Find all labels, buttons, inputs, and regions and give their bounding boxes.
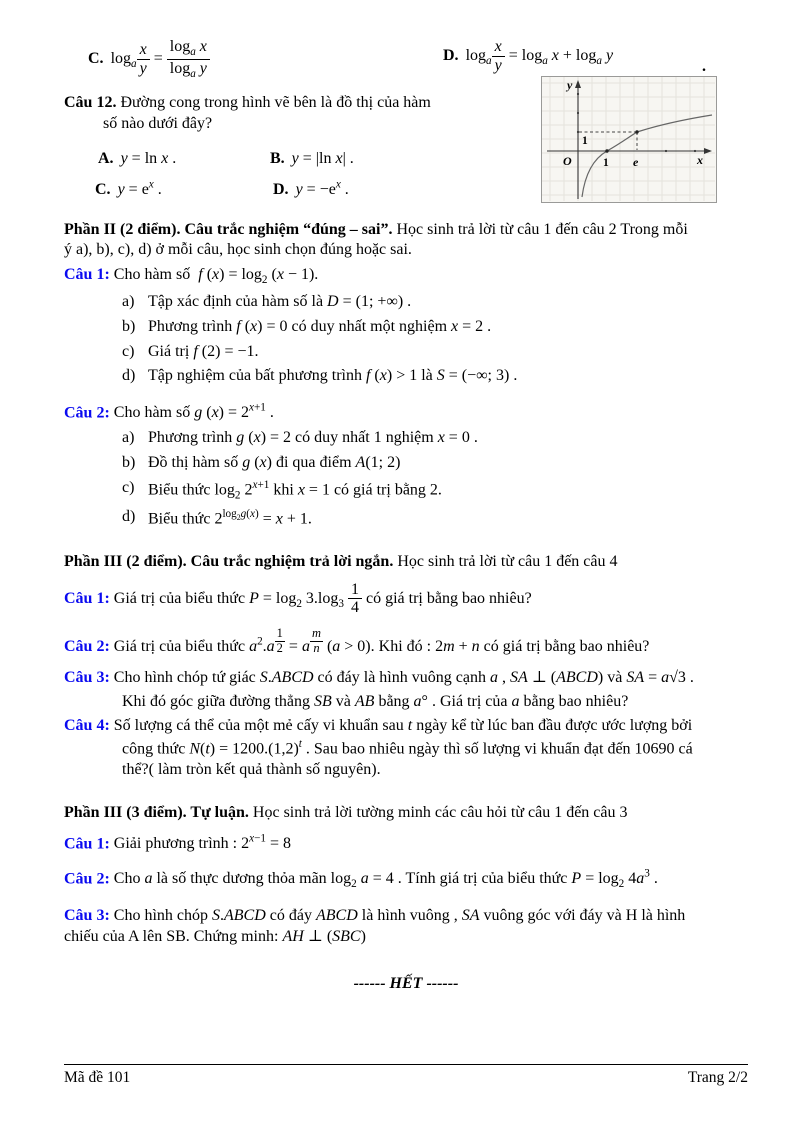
ln-curve (582, 115, 712, 197)
part2-q2-item-d (122, 507, 748, 530)
part2-q1-intro: Cho hàm số f $(x) = \log_2 (x - 1)$. (113, 266, 319, 287)
part3-essay-q3 (64, 906, 748, 948)
part3-essay-q3-text2: chiếu của A lên SB. Chứng minh: AH ⊥ (SBC) (64, 927, 366, 945)
prev-option-d (443, 38, 613, 74)
point-e-1 (635, 130, 638, 133)
question-12-number: Câu 12. (64, 94, 117, 111)
option-d-label: D. (443, 46, 459, 64)
item-text: Giá trị f (2) = −1. (148, 342, 259, 360)
part2-header-line1 (64, 220, 748, 241)
grid-lines (542, 77, 715, 201)
part2-q1-label: Câu 1: (64, 266, 110, 284)
part3-short-q2 (64, 627, 748, 658)
item-text: Biểu thức $\log_2 2^{x+1}$ khi x = 1 có giá trị bằng 2. (148, 478, 442, 502)
option-b-label: B. (270, 149, 285, 167)
part3-short-q2-label: Câu 2: (64, 637, 110, 655)
point-x-1 (605, 149, 608, 152)
part2-q1-item-d (122, 366, 748, 387)
x-tick-e-label: e (633, 155, 639, 169)
y-axis-arrow (575, 80, 581, 88)
item-text: Phương trình f (x) = 0 có duy nhất một nghiệm x = 2 . (148, 317, 492, 335)
question-12-text: Đường cong trong hình vẽ bên là đồ thị của hàm (120, 94, 431, 111)
x-tick-dot-3 (665, 150, 667, 152)
x-tick-1-label: 1 (603, 157, 609, 169)
part3-essay-q2 (64, 867, 748, 892)
part3-short-q4-text3: thể?( làm tròn kết quả thành số nguyên). (122, 761, 381, 779)
part2-q2-item-c (122, 478, 748, 503)
item-label: a) (122, 292, 135, 310)
footer-exam-code: Mã đề 101 (64, 1069, 131, 1086)
part3-short-q3-line1 (64, 668, 748, 689)
q12-graph-figure (541, 76, 717, 203)
part2-q2 (64, 401, 748, 424)
part3-essay-q2-text: Cho a là số thực dương thỏa mãn $\log_2 a = 4$ . Tính giá trị của biểu thức $P = \log_2 4a^3$ . (113, 868, 658, 891)
item-label: d) (122, 367, 136, 385)
q12-option-b (270, 149, 354, 170)
stray-period: . (702, 58, 706, 75)
q12-option-d (273, 178, 349, 201)
origin-label: O (563, 154, 572, 168)
part3-essay-header-rest: Học sinh trả lời tường minh các câu hỏi từ câu 1 đến câu 3 (248, 804, 628, 822)
item-text: Tập nghiệm của bất phương trình f (x) > 1 là S = (−∞; 3) . (148, 367, 518, 385)
question-12 (64, 93, 534, 135)
item-text: Phương trình g (x) = 2 có duy nhất 1 nghiệm x = 0 . (148, 429, 478, 447)
part3-short-q1 (64, 581, 748, 617)
part3-short-q2-text: Giá trị của biểu thức $a^2.a$ $^{\frac{1}{2}}$ = a $^{\frac{m}{n}}$ (a > 0). Khi đó : 2m + n có giá trị bằng bao nhiêu? (113, 626, 650, 655)
part2-q2-item-a (122, 428, 748, 449)
part2-q1-item-c (122, 342, 748, 363)
part3-essay-q1-text: Giải phương trình : $2^{x-1} = 8$ (113, 832, 292, 853)
q12-option-a (98, 149, 176, 170)
item-text: Tập xác định của hàm số là D = (1; +∞) . (148, 292, 412, 310)
part2-q2-intro: Cho hàm số g $(x) = 2^{x+1}$ . (113, 402, 274, 422)
part3-short-q3-text1: Cho hình chóp tứ giác S.ABCD có đáy là hình vuông cạnh a , SA ⊥ (ABCD) và SA = a√3 . (113, 668, 694, 686)
part2-q1-items (64, 292, 748, 387)
x-tick-dot-4 (694, 150, 696, 152)
part3-short-q4-text2: công thức $N(t) = 1200.(1,2)^t$ . Sau bao nhiêu ngày thì số lượng vi khuẩn đạt đến 10690 cá (122, 738, 693, 758)
part3-essay-q1-label: Câu 1: (64, 835, 110, 853)
part3-short-q3-label: Câu 3: (64, 668, 110, 686)
option-c-label: C. (95, 180, 111, 198)
option-c-formula: $y = e^x$ . (117, 178, 162, 198)
part2-q1-item-a (122, 292, 748, 313)
part3-short-q1-text: Giá trị của biểu thức $P = \log_2 3.\log_3$ $\frac{1}{4}$ có giá trị bằng bao nhiêu? (113, 580, 532, 617)
part3-short-q1-label: Câu 1: (64, 589, 110, 607)
option-c-label: C. (88, 49, 104, 67)
y-tick-dot-2 (577, 112, 579, 114)
part2-q1-item-b (122, 317, 748, 338)
y-tick-1-label: 1 (582, 135, 588, 147)
part3-essay-header-bold: Phần III (3 điểm). Tự luận. (64, 804, 249, 822)
option-d-label: D. (273, 180, 289, 198)
part3-essay-q2-label: Câu 2: (64, 870, 110, 888)
option-d-formula: $\log_a$ $\frac{x}{y}$ = $\log_a x + \log_a y$ (465, 38, 614, 74)
item-text: Đồ thị hàm số g (x) đi qua điểm A(1; 2) (148, 454, 401, 472)
part3-short-header (64, 552, 748, 573)
end-marker: ------ HẾT ------ (353, 974, 459, 992)
part2-q1 (64, 265, 748, 288)
part2-header-bold: Phần II (2 điểm). Câu trắc nghiệm “đúng – sai”. (64, 220, 393, 238)
part3-essay-header (64, 803, 748, 824)
item-label: a) (122, 429, 135, 447)
option-a-label: A. (98, 149, 114, 167)
item-label: d) (122, 507, 136, 525)
part3-short-header-bold: Phần III (2 điểm). Câu trắc nghiệm trả lời ngắn. (64, 553, 394, 571)
part3-short-header-rest: Học sinh trả lời từ câu 1 đến câu 4 (393, 553, 618, 571)
prev-option-c (88, 38, 210, 80)
q12-option-c (95, 178, 162, 201)
part3-essay-q1 (64, 832, 748, 855)
question-12-line2: số nào dưới đây? (103, 114, 213, 132)
y-tick-dot-3 (577, 93, 579, 95)
part3-essay-q3-text1: Cho hình chóp S.ABCD có đáy ABCD là hình vuông , SA vuông góc với đáy và H là hình (113, 907, 686, 925)
item-label: b) (122, 317, 136, 335)
part2-q2-label: Câu 2: (64, 404, 110, 422)
item-label: c) (122, 342, 135, 360)
y-axis-label: y (567, 78, 573, 92)
part2-q2-items (64, 428, 748, 530)
log-curve-plot (542, 77, 715, 201)
item-label: b) (122, 454, 136, 472)
part3-short-q4-label: Câu 4: (64, 717, 110, 735)
footer-page-number: Trang 2/2 (687, 1069, 748, 1086)
page-footer (64, 1064, 748, 1088)
y-tick-dot-1 (577, 131, 579, 133)
part3-short-q3 (64, 668, 748, 713)
part2-header (64, 220, 748, 262)
item-text: Biểu thức $2^{log_2g(x)} = x + 1$. (148, 507, 312, 528)
item-label: c) (122, 478, 135, 496)
option-a-formula: y = ln x . (120, 149, 177, 167)
part3-short-q4-text1: Số lượng cá thể của một mẻ cấy vi khuẩn sau t ngày kể từ lúc ban đầu được ước lượng bởi (113, 717, 693, 735)
option-d-formula: $y = -e^x$ . (295, 178, 349, 198)
part3-essay-q3-label: Câu 3: (64, 907, 110, 925)
option-c-formula: $\log_a$ $\frac{x}{y}$ = $\frac{\log_a x}{\log_a y}$ (111, 50, 210, 67)
part2-header-line2: ý a), b), c), d) ở mỗi câu, học sinh chọn đúng hoặc sai. (64, 241, 412, 259)
part3-short-q4 (64, 716, 748, 781)
part3-short-q4-line1 (64, 716, 748, 737)
option-b-formula: y = |ln x| . (291, 149, 354, 167)
part2-q2-item-b (122, 453, 748, 474)
question-12-line1 (64, 93, 534, 114)
x-axis-label: x (697, 153, 703, 167)
part3-short-q3-text2: Khi đó góc giữa đường thẳng SB và AB bằng a° . Giá trị của a bằng bao nhiêu? (122, 692, 629, 710)
part3-essay-q3-line1 (64, 906, 748, 927)
part2-header-rest: Học sinh trả lời từ câu 1 đến câu 2 Trong mỗi (392, 220, 688, 238)
